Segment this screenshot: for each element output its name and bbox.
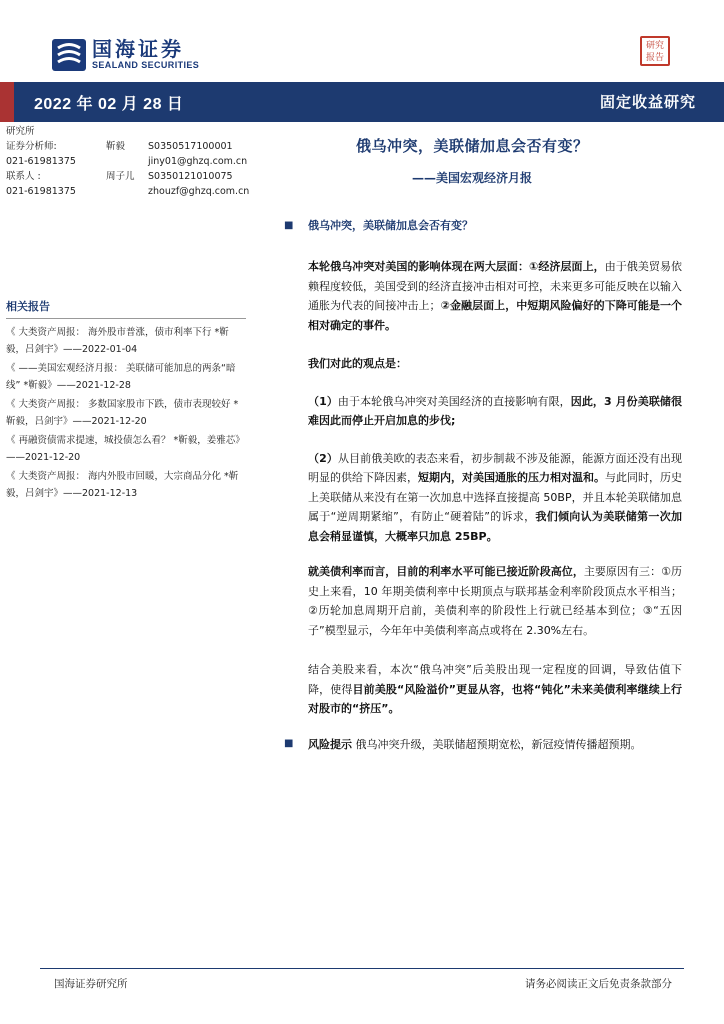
logo-english-name: SEALAND SECURITIES xyxy=(92,60,200,70)
risk-label: 风险提示 xyxy=(308,737,352,751)
contact-name: 周子儿 xyxy=(106,171,135,182)
paragraph-point-1: （1）由于本轮俄乌冲突对美国经济的直接影响有限，因此，3 月份美联储很难因此而停止开启加息的步伐; xyxy=(308,394,683,427)
risk-text: 俄乌冲突升级，美联储超预期宽松，新冠疫情传播超预期。 xyxy=(355,737,642,751)
contact-license: S0350121010075 xyxy=(148,171,233,182)
analyst-row xyxy=(6,154,278,169)
report-body xyxy=(284,217,682,754)
report-type: 固定收益研究 xyxy=(599,93,696,111)
analyst-name: 靳毅 xyxy=(106,141,126,152)
contact-label: 联系人 : xyxy=(6,171,41,182)
report-date: 2022 年 02 月 28 日 xyxy=(34,96,184,113)
company-logo xyxy=(52,38,199,71)
paragraph-view-intro: 我们对此的观点是： xyxy=(308,357,407,370)
department: 研究所 xyxy=(6,126,35,137)
report-subtitle: ——美国宏观经济月报 xyxy=(412,171,533,185)
contact-name xyxy=(106,184,148,199)
contact-phone: 021-61981375 xyxy=(6,186,76,197)
contact-email[interactable]: zhouzf@ghzq.com.cn xyxy=(148,186,250,197)
related-report-item[interactable]: 《 再融资债需求提速，城投债怎么看？ *靳毅，姜雅芯》——2021-12-20 xyxy=(6,435,245,463)
related-reports-title: 相关报告 xyxy=(6,298,246,319)
logo-chinese-name: 国海证券 xyxy=(92,37,184,61)
footer-disclaimer: 请务必阅读正文后免责条款部分 xyxy=(525,978,672,990)
analyst-row xyxy=(6,139,278,154)
analyst-phone: 021-61981375 xyxy=(6,156,76,167)
analyst-license: S0350517100001 xyxy=(148,141,233,152)
footer-institute: 国海证券研究所 xyxy=(54,978,128,990)
sealand-logo-icon xyxy=(52,39,86,71)
paragraph-impact: 本轮俄乌冲突对美国的影响体现在两大层面：①经济层面上，由于俄美贸易依赖程度较低，美国受到的经济直接冲击相对可控，未来更多可能反映在以输入通胀为代表的间接冲击上；②金融层面上，中短期风险偏好的下降可能是一个相对确定的事件。 xyxy=(308,260,683,332)
related-report-item[interactable]: 《 大类资产周报： 多数国家股市下跌，债市表现较好 *靳毅，吕剑宇》——2021-12-20 xyxy=(6,399,239,427)
banner-accent xyxy=(0,82,14,122)
footer-divider xyxy=(40,968,684,969)
square-bullet-icon: ■ xyxy=(284,220,294,231)
analyst-row xyxy=(6,184,278,199)
analyst-row xyxy=(6,169,278,184)
related-report-item[interactable]: 《 ——美国宏观经济月报： 美联储可能加息的两条“暗线” *靳毅》——2021-12-28 xyxy=(6,363,236,391)
analyst-block xyxy=(6,124,278,199)
analyst-email[interactable]: jiny01@ghzq.com.cn xyxy=(148,156,248,167)
paragraph-treasury-yield: 就美债利率而言，目前的利率水平可能已接近阶段高位，主要原因有三：①历史上来看，10 年期美债利率中长期顶点与联邦基金利率阶段顶点水平相当；②历轮加息周期开启前，美债利率的阶段性上行就已经基本到位；③“五因子”模型显示，今年年中美债利率高点或将在 2.30%左右。 xyxy=(308,565,682,637)
square-bullet-icon: ■ xyxy=(284,737,294,749)
related-reports xyxy=(6,298,246,504)
section-title: 俄乌冲突，美联储加息会否有变？ xyxy=(308,219,473,232)
related-report-item[interactable]: 《 大类资产周报： 海内外股市回暖，大宗商品分化 *靳毅，吕剑宇》——2021-12-13 xyxy=(6,471,239,499)
analyst-name xyxy=(106,154,148,169)
section-heading xyxy=(284,217,682,235)
related-report-item[interactable]: 《 大类资产周报： 海外股市普涨，债市利率下行 *靳毅，吕剑宇》——2022-01-04 xyxy=(6,327,229,355)
paragraph-equity: 结合美股来看，本次“俄乌冲突”后美股出现一定程度的回调，导致估值下降，使得目前美股“风险溢价”更显从容，也将“钝化”未来美债利率继续上行对股市的“挤压”。 xyxy=(308,663,682,715)
risk-warning xyxy=(284,735,682,755)
analyst-label: 证券分析师: xyxy=(6,141,57,152)
report-title: 俄乌冲突，美联储加息会否有变？ xyxy=(356,137,589,155)
paragraph-point-2: （2）从目前俄美欧的表态来看，初步制裁不涉及能源，能源方面还没有出现明显的供给下降因素，短期内，对美国通胀的压力相对温和。与此同时，历史上美联储从来没有在第一次加息中选择直接提高 50BP，并且本轮美联储加息属于“逆周期紧缩”，有防止“硬着陆”的诉求，我们倾向认为美联储第一次加息会稍显谨慎，大概率只加息 25BP。 xyxy=(308,451,683,543)
research-seal: 研究报告 xyxy=(640,36,670,66)
